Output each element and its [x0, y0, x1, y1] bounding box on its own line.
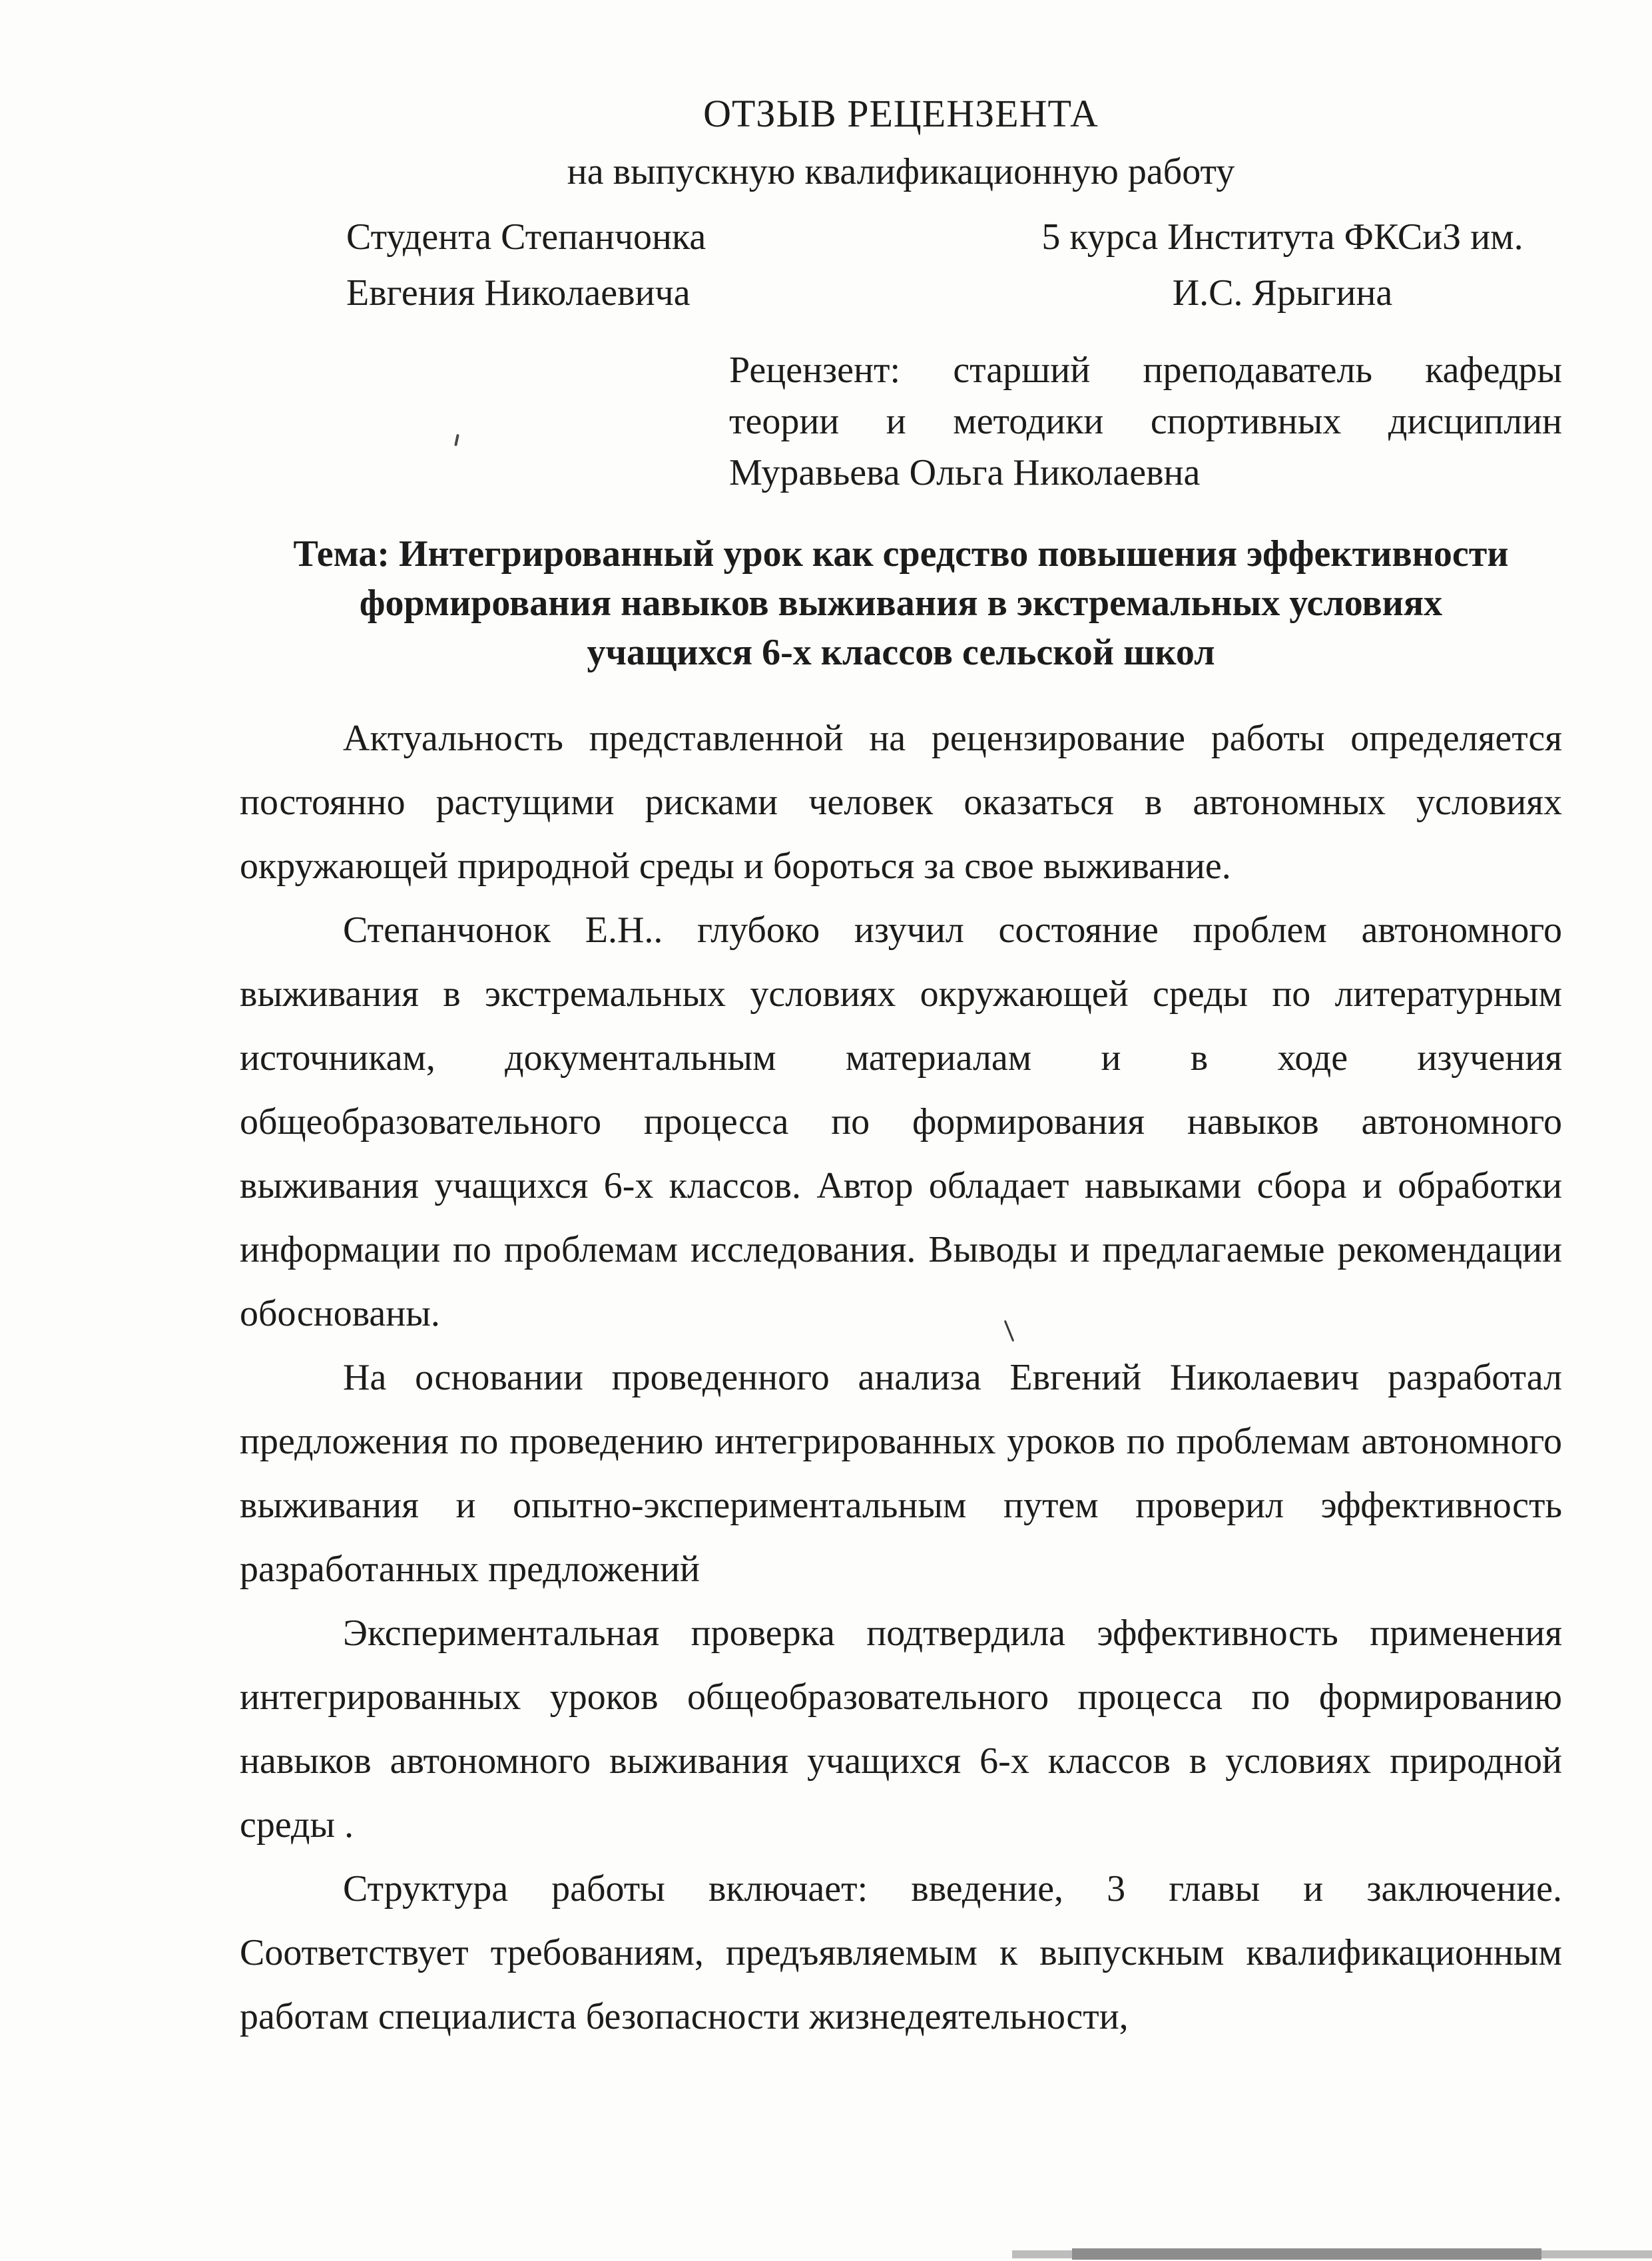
- paragraph-relevance: Актуальность представленной на рецензирование работы определяется постоянно растущими рисками человек оказаться в автономных условиях окружающей природной среды и бороться за свое выживание.: [240, 718, 1562, 887]
- reviewer-line2: теории и методики спортивных дисциплин: [729, 401, 1562, 442]
- review-body: [240, 706, 1562, 2049]
- student-name-line2: Евгения Николаевича: [346, 272, 690, 314]
- scanner-edge-bar-dark: [1072, 2248, 1541, 2260]
- thesis-theme-block: [240, 529, 1562, 677]
- document-subtitle: на выпускную квалификационную работу: [567, 151, 1235, 192]
- theme-line1: Тема: Интегрированный урок как средство повышения эффективности: [293, 533, 1509, 575]
- paragraph-research-depth: Степанчонок Е.Н.. глубоко изучил состояние проблем автономного выживания в экстремальных условиях окружающей среды по литературным источникам, документальным материалам и в ходе изучения общеобразовательного процесса по формирования навыков автономного выживания учащихся 6-х классов. Автор обладает навыками сбора и обработки информации по проблемам исследования. Выводы и предлагаемые рекомендации обоснованы.: [240, 909, 1562, 1334]
- paragraph-structure: Структура работы включает: введение, 3 главы и заключение. Соответствует требованиям, предъявляемым к выпускным квалификационным работам специалиста безопасности жизнедеятельности,: [240, 1868, 1562, 2037]
- student-info-block: [240, 209, 1562, 321]
- student-course-line1: 5 курса Института ФКСиЗ им.: [1041, 216, 1523, 258]
- student-name-line1: Студента Степанчонка: [346, 216, 706, 258]
- student-course-block: [1003, 209, 1562, 321]
- document-title: ОТЗЫВ РЕЦЕНЗЕНТА: [703, 92, 1099, 135]
- student-name-block: [346, 209, 706, 321]
- theme-line2: формирования навыков выживания в экстремальных условиях: [359, 583, 1443, 624]
- theme-line3: учащихся 6-х классов сельской школ: [587, 632, 1215, 673]
- reviewer-line1: Рецензент: старший преподаватель кафедры: [729, 350, 1562, 391]
- reviewer-block: [729, 345, 1562, 499]
- paragraph-proposals: На основании проведенного анализа Евгений Николаевич разработал предложения по проведению интегрированных уроков по проблемам автономного выживания и опытно-экспериментальным путем проверил эффективность разработанных предложений: [240, 1357, 1562, 1590]
- reviewer-line3: Муравьева Ольга Николаевна: [729, 452, 1201, 493]
- student-course-line2: И.С. Ярыгина: [1172, 272, 1393, 314]
- paragraph-experimental-check: Экспериментальная проверка подтвердила эффективность применения интегрированных уроков общеобразовательного процесса по формированию навыков автономного выживания учащихся 6-х классов в условиях природной среды .: [240, 1613, 1562, 1846]
